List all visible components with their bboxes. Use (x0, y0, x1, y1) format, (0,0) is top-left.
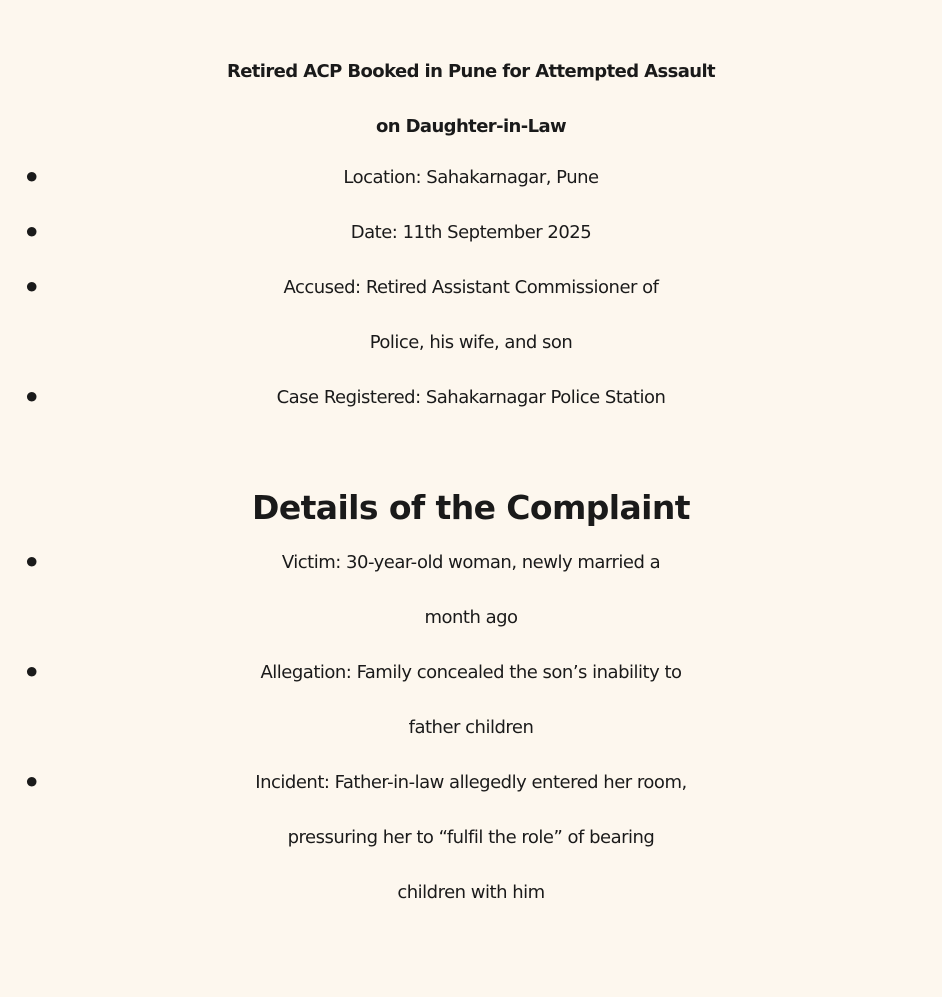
page-title (0, 44, 942, 154)
title-line-2: on Daughter-in-Law (375, 116, 567, 137)
list-item-line: month ago (424, 607, 518, 628)
list-item-line: Case Registered: Sahakarnagar Police Station (276, 387, 666, 408)
list-item-line: Victim: 30-year-old woman, newly married a (281, 552, 661, 573)
list-item-text (0, 370, 942, 425)
list-item-line: father children (408, 717, 534, 738)
list-item-text (0, 645, 942, 755)
bullet-icon: • (22, 268, 42, 307)
list-item-text (0, 535, 942, 645)
list-item-line: Accused: Retired Assistant Commissioner of (283, 277, 659, 298)
list-item-incident (0, 755, 942, 920)
details-list (0, 535, 942, 920)
bullet-icon: • (22, 763, 42, 802)
list-item-line: Location: Sahakarnagar, Pune (343, 167, 599, 188)
list-item-line: pressuring her to “fulfil the role” of bearing (287, 827, 655, 848)
list-item-victim (0, 535, 942, 645)
list-item-line: Date: 11th September 2025 (350, 222, 592, 243)
bullet-icon: • (22, 213, 42, 252)
section-heading: Details of the Complaint (252, 488, 690, 527)
summary-list (0, 150, 942, 425)
bullet-icon: • (22, 158, 42, 197)
list-item-line: children with him (397, 882, 545, 903)
title-line-1: Retired ACP Booked in Pune for Attempted Assault (226, 61, 716, 82)
list-item-text (0, 755, 942, 920)
list-item-allegation (0, 645, 942, 755)
list-item-text (0, 205, 942, 260)
list-item-line: Police, his wife, and son (369, 332, 573, 353)
list-item-text (0, 260, 942, 370)
bullet-icon: • (22, 653, 42, 692)
bullet-icon: • (22, 543, 42, 582)
bullet-icon: • (22, 378, 42, 417)
list-item-line: Incident: Father-in-law allegedly entered her room, (255, 772, 687, 793)
list-item-accused (0, 260, 942, 370)
list-item-location (0, 150, 942, 205)
list-item-case-registered (0, 370, 942, 425)
list-item-text (0, 150, 942, 205)
list-item-date (0, 205, 942, 260)
list-item-line: Allegation: Family concealed the son’s inability to (260, 662, 682, 683)
